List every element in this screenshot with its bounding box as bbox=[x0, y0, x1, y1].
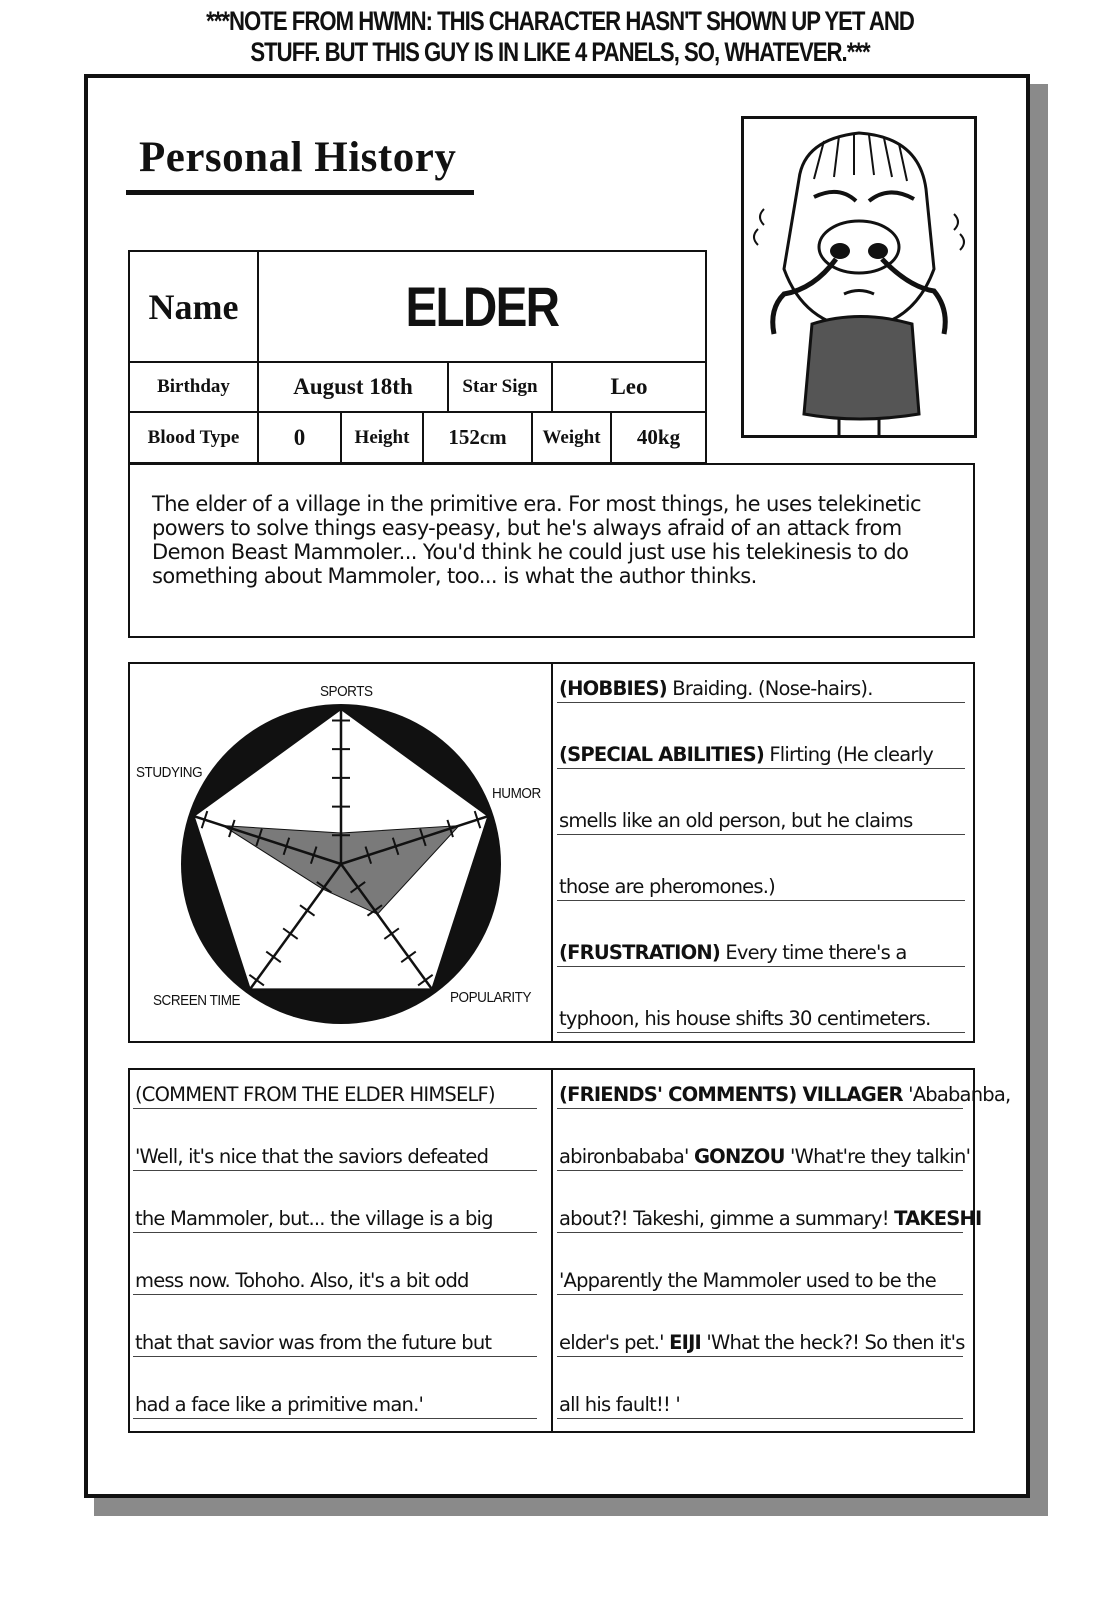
friends-comment-line bbox=[557, 1268, 963, 1295]
self-comment-box bbox=[128, 1068, 553, 1433]
self-comment-line: the Mammoler, but... the village is a big bbox=[133, 1206, 537, 1233]
weight-label: Weight bbox=[531, 411, 612, 464]
self-comment-line: 'Well, it's nice that the saviors defeated bbox=[133, 1144, 537, 1171]
friends-comment-line bbox=[557, 1330, 963, 1357]
friend-quote: 'What're they talkin' bbox=[784, 1145, 971, 1168]
friend-quote: 'Apparently the Mammoler used to be the bbox=[559, 1269, 936, 1292]
stat-label-screen-time: SCREEN TIME bbox=[153, 992, 241, 1009]
friend-name: TAKESHI bbox=[894, 1207, 982, 1230]
blood-type-label: Blood Type bbox=[128, 411, 259, 464]
description-line: Demon Beast Mammoler... You'd think he could just use his telekinesis to do bbox=[152, 540, 909, 564]
name-value: ELDER bbox=[405, 275, 559, 338]
trait-text: Flirting (He clearly bbox=[763, 743, 933, 766]
self-comment-line: had a face like a primitive man.' bbox=[133, 1392, 537, 1419]
trait-line bbox=[557, 808, 965, 835]
friends-comment-lines bbox=[557, 1070, 1011, 1431]
trait-line bbox=[557, 874, 965, 901]
stats-radar-chart bbox=[130, 664, 551, 1041]
friend-quote: abironbababa' bbox=[559, 1145, 694, 1168]
name-value-cell bbox=[257, 250, 707, 363]
trait-text: those are pheromones.) bbox=[559, 875, 775, 898]
friends-comment-line bbox=[557, 1206, 982, 1233]
trait-heading: (HOBBIES) bbox=[559, 677, 667, 700]
name-label: Name bbox=[128, 250, 259, 363]
character-description bbox=[128, 463, 975, 638]
traits-box bbox=[551, 662, 975, 1043]
friend-name: GONZOU bbox=[693, 1145, 785, 1168]
trait-heading: (SPECIAL ABILITIES) bbox=[559, 743, 764, 766]
stat-label-humor: HUMOR bbox=[492, 785, 541, 802]
trait-heading: (FRUSTRATION) bbox=[559, 941, 720, 964]
friend-quote: all his fault!! ' bbox=[559, 1393, 680, 1416]
self-comment-line: that that savior was from the future but bbox=[133, 1330, 537, 1357]
trait-line bbox=[557, 940, 965, 967]
trait-text: smells like an old person, but he claims bbox=[559, 809, 913, 832]
stat-label-studying: STUDYING bbox=[136, 764, 203, 781]
friend-name: EIJI bbox=[669, 1331, 701, 1354]
friend-name: (FRIENDS' COMMENTS) VILLAGER bbox=[559, 1083, 903, 1106]
description-line: The elder of a village in the primitive era. For most things, he uses telekinetic bbox=[152, 492, 921, 516]
page-title: Personal History bbox=[139, 134, 457, 181]
elder-portrait-drawing bbox=[744, 119, 974, 435]
friend-quote: elder's pet.' bbox=[559, 1331, 670, 1354]
friend-quote: 'Ababanba, bbox=[902, 1083, 1011, 1106]
description-line: something about Mammoler, too... is what the author thinks. bbox=[152, 564, 757, 588]
description-line: powers to solve things easy-peasy, but he's always afraid of an attack from bbox=[152, 516, 902, 540]
birthday-value: August 18th bbox=[257, 361, 449, 413]
translator-note: ***NOTE FROM HWMN: THIS CHARACTER HASN'T SHOWN UP YET AND STUFF. BUT THIS GUY IS IN LIKE 4 PANELS, SO, WHATEVER.*** bbox=[206, 6, 914, 67]
height-label: Height bbox=[340, 411, 424, 464]
height-value: 152cm bbox=[422, 411, 533, 464]
star-sign-value: Leo bbox=[551, 361, 707, 413]
stat-label-popularity: POPULARITY bbox=[450, 989, 532, 1006]
friends-comment-line bbox=[557, 1392, 963, 1419]
friends-comment-box bbox=[551, 1068, 1011, 1433]
trait-text: Braiding. (Nose-hairs). bbox=[666, 677, 873, 700]
title-underline bbox=[126, 190, 474, 195]
friends-comment-line bbox=[557, 1144, 971, 1171]
trait-text: typhoon, his house shifts 30 centimeters. bbox=[559, 1007, 931, 1030]
star-sign-label: Star Sign bbox=[447, 361, 553, 413]
friends-comment-line bbox=[557, 1082, 1011, 1109]
birthday-label: Birthday bbox=[128, 361, 259, 413]
blood-type-value: 0 bbox=[257, 411, 342, 464]
friend-quote: about?! Takeshi, gimme a summary! bbox=[559, 1207, 895, 1230]
self-comment-lines bbox=[133, 1070, 537, 1431]
trait-line bbox=[557, 676, 965, 703]
stats-chart-box bbox=[128, 662, 553, 1043]
stat-label-sports: SPORTS bbox=[320, 683, 373, 700]
trait-text: Every time there's a bbox=[720, 941, 907, 964]
character-portrait bbox=[741, 116, 977, 438]
self-comment-heading: (COMMENT FROM THE ELDER HIMSELF) bbox=[133, 1082, 537, 1109]
trait-line bbox=[557, 1006, 965, 1033]
friend-quote: 'What the heck?! So then it's bbox=[701, 1331, 965, 1354]
traits-lines bbox=[557, 664, 965, 1041]
self-comment-line: mess now. Tohoho. Also, it's a bit odd bbox=[133, 1268, 537, 1295]
trait-line bbox=[557, 742, 965, 769]
weight-value: 40kg bbox=[610, 411, 707, 464]
